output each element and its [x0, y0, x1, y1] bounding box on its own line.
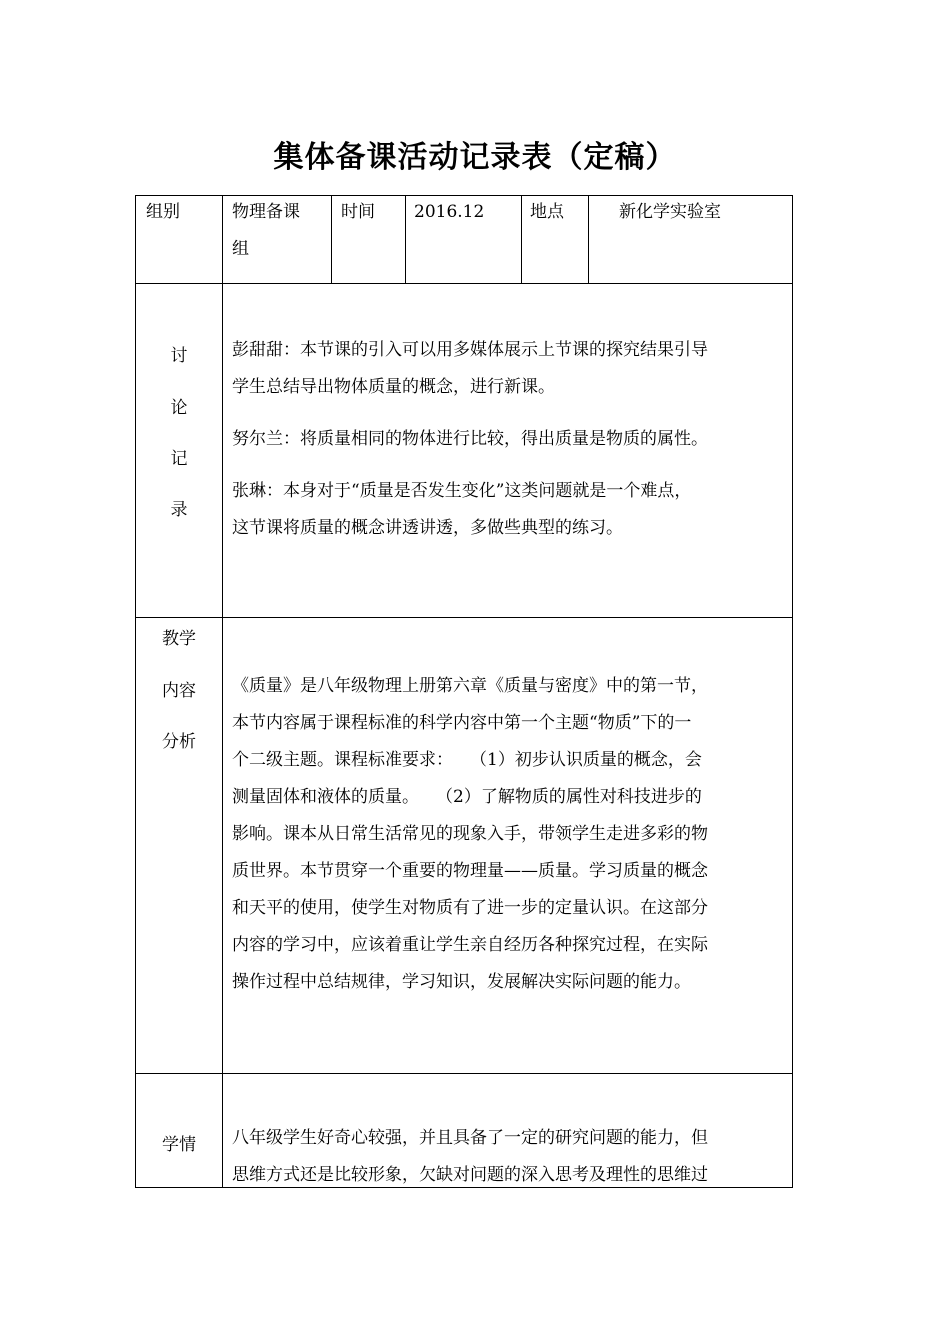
discussion-label-char: 讨	[170, 346, 188, 366]
column-divider	[588, 196, 589, 283]
content-line: 《质量》是八年级物理上册第六章《质量与密度》中的第一节，	[232, 676, 708, 696]
row-divider	[136, 617, 792, 618]
place-value: 新化学实验室	[619, 202, 721, 222]
time-value: 2016.12	[414, 202, 485, 222]
column-divider	[222, 196, 223, 1187]
content-label-line: 教学	[162, 629, 196, 649]
discussion-text	[232, 332, 787, 547]
content-line: 本节内容属于课程标准的科学内容中第一个主题“物质”下的一	[232, 713, 692, 733]
discussion-label-char: 录	[170, 500, 188, 520]
group-value-line2: 组	[232, 239, 249, 259]
learner-line: 思维方式还是比较形象，欠缺对问题的深入思考及理性的思维过	[232, 1165, 708, 1185]
discussion-label-char: 论	[170, 398, 188, 418]
group-label: 组别	[146, 202, 180, 222]
record-table	[135, 195, 793, 1188]
column-divider	[331, 196, 332, 283]
content-line: 测量固体和液体的质量。 （2）了解物质的属性对科技进步的	[232, 787, 702, 807]
content-line: 质世界。本节贯穿一个重要的物理量——质量。学习质量的概念	[232, 861, 708, 881]
group-value-line1: 物理备课	[232, 202, 300, 222]
discussion-line: 张琳：本身对于“质量是否发生变化”这类问题就是一个难点，	[232, 481, 692, 501]
discussion-line: 努尔兰：将质量相同的物体进行比较，得出质量是物质的属性。	[232, 429, 708, 449]
discussion-line: 这节课将质量的概念讲透讲透，多做些典型的练习。	[232, 518, 623, 538]
learner-line: 八年级学生好奇心较强，并且具备了一定的研究问题的能力，但	[232, 1128, 708, 1148]
discussion-line: 学生总结导出物体质量的概念，进行新课。	[232, 377, 555, 397]
content-line: 操作过程中总结规律，学习知识，发展解决实际问题的能力。	[232, 972, 691, 992]
place-label: 地点	[530, 202, 564, 222]
content-line: 和天平的使用，使学生对物质有了进一步的定量认识。在这部分	[232, 898, 708, 918]
content-analysis-text	[232, 668, 787, 1001]
page-title: 集体备课活动记录表（定稿）	[273, 140, 677, 175]
discussion-label-char: 记	[170, 449, 188, 469]
row-divider	[136, 1073, 792, 1074]
learner-analysis-text	[232, 1120, 787, 1194]
content-line: 个二级主题。课程标准要求： （1）初步认识质量的概念，会	[232, 750, 702, 770]
time-label: 时间	[341, 202, 375, 222]
content-line: 内容的学习中，应该着重让学生亲自经历各种探究过程，在实际	[232, 935, 708, 955]
row-divider	[136, 283, 792, 284]
column-divider	[405, 196, 406, 283]
column-divider	[521, 196, 522, 283]
content-label-line: 分析	[162, 732, 196, 752]
content-line: 影响。课本从日常生活常见的现象入手，带领学生走进多彩的物	[232, 824, 708, 844]
content-label-line: 内容	[162, 681, 196, 701]
discussion-line: 彭甜甜：本节课的引入可以用多媒体展示上节课的探究结果引导	[232, 340, 708, 360]
learner-label: 学情	[162, 1135, 196, 1155]
